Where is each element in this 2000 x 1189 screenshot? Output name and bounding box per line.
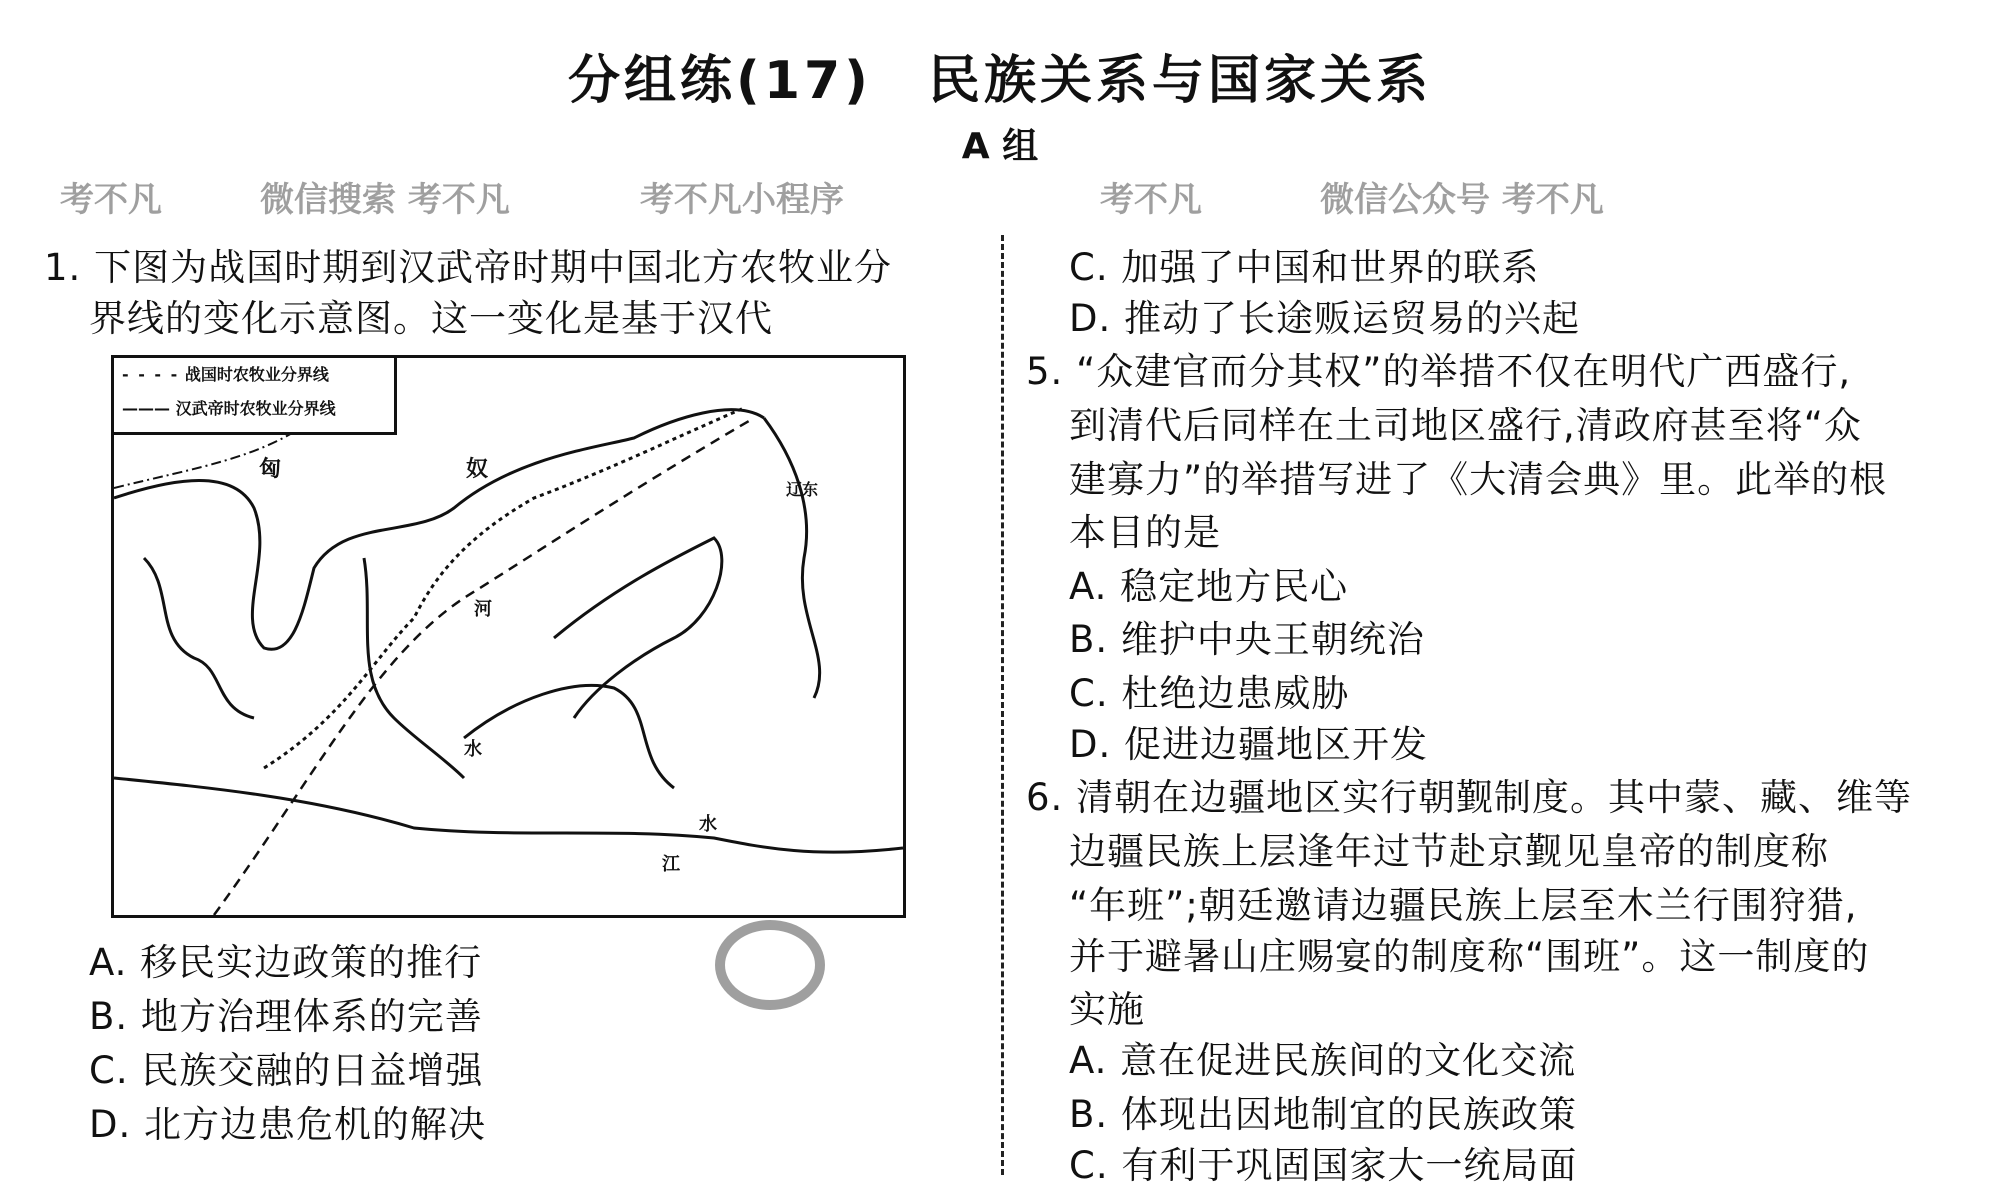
map-label: 江 <box>662 854 680 875</box>
great-wall-line <box>264 408 744 768</box>
q1-stem-line: 界线的变化示意图。这一变化是基于汉代 <box>89 297 773 340</box>
q6-option-a: A. 意在促进民族间的文化交流 <box>1069 1039 1577 1082</box>
q6-stem-line: “年班”;朝廷邀请边疆民族上层至木兰行围狩猎, <box>1069 884 1858 927</box>
q6-stem-line: 并于避暑山庄赐宴的制度称“围班”。这一制度的 <box>1069 935 1870 978</box>
watermark: 微信公众号 考不凡 <box>1320 180 1604 220</box>
river-line <box>114 410 764 650</box>
legend-han-wudi: 汉武帝时农牧业分界线 <box>175 399 336 418</box>
column-divider <box>1001 235 1004 1175</box>
q5-option-d: D. 促进边疆地区开发 <box>1069 723 1429 766</box>
map-figure <box>111 355 906 918</box>
q6-stem-line: 实施 <box>1069 988 1145 1031</box>
wechat-logo-icon <box>715 920 825 1010</box>
q5-stem-line: 本目的是 <box>1069 511 1221 554</box>
q5-stem-line: 到清代后同样在土司地区盛行,清政府甚至将“众 <box>1069 404 1862 447</box>
q4-option-c: C. 加强了中国和世界的联系 <box>1069 246 1540 289</box>
watermark: 考不凡小程序 <box>640 180 844 220</box>
q1-option-d: D. 北方边患危机的解决 <box>89 1103 487 1146</box>
page-title: 分组练(17) 民族关系与国家关系 <box>568 51 1432 111</box>
watermark: 微信搜索 考不凡 <box>260 180 510 220</box>
watermark: 考不凡 <box>60 180 162 220</box>
map-label: 辽东 <box>786 480 819 499</box>
q1-option-a: A. 移民实边政策的推行 <box>89 941 483 984</box>
river-line <box>554 538 722 718</box>
map-label: 河 <box>474 599 492 620</box>
q5-stem-line: 5. “众建官而分其权”的举措不仅在明代广西盛行, <box>1026 350 1852 393</box>
watermark: 考不凡 <box>1100 180 1202 220</box>
q5-option-a: A. 稳定地方民心 <box>1069 565 1349 608</box>
coast-line <box>764 418 820 698</box>
q5-option-b: B. 维护中央王朝统治 <box>1069 618 1425 661</box>
q1-option-b: B. 地方治理体系的完善 <box>89 995 483 1038</box>
q6-stem-line: 6. 清朝在边疆地区实行朝觐制度。其中蒙、藏、维等 <box>1026 776 1913 819</box>
river-line <box>364 558 464 778</box>
map-label: 水 <box>699 814 717 835</box>
q6-option-b: B. 体现出因地制宜的民族政策 <box>1069 1093 1577 1136</box>
map-drawing <box>114 358 903 915</box>
river-line <box>114 778 903 852</box>
q6-option-c: C. 有利于巩固国家大一统局面 <box>1069 1144 1578 1187</box>
map-legend: - - - - 战国时农牧业分界线 ——— 汉武帝时农牧业分界线 <box>114 358 397 435</box>
q5-stem-line: 建寡力”的举措写进了《大清会典》里。此举的根 <box>1069 458 1888 501</box>
q4-option-d: D. 推动了长途贩运贸易的兴起 <box>1069 297 1581 340</box>
q6-stem-line: 边疆民族上层逢年过节赴京觐见皇帝的制度称 <box>1069 830 1829 873</box>
warring-states-boundary-line <box>214 418 754 915</box>
q1-stem-line: 1. 下图为战国时期到汉武帝时期中国北方农牧业分 <box>44 246 893 289</box>
river-line <box>144 558 254 718</box>
map-label: 水 <box>464 739 482 760</box>
q5-option-c: C. 杜绝边患威胁 <box>1069 672 1350 715</box>
map-label: 奴 <box>466 457 489 482</box>
q1-option-c: C. 民族交融的日益增强 <box>89 1049 484 1092</box>
legend-warring-states: 战国时农牧业分界线 <box>184 365 329 384</box>
group-heading: A 组 <box>961 126 1039 167</box>
map-label: 匈 <box>259 457 282 482</box>
river-line <box>464 685 674 788</box>
